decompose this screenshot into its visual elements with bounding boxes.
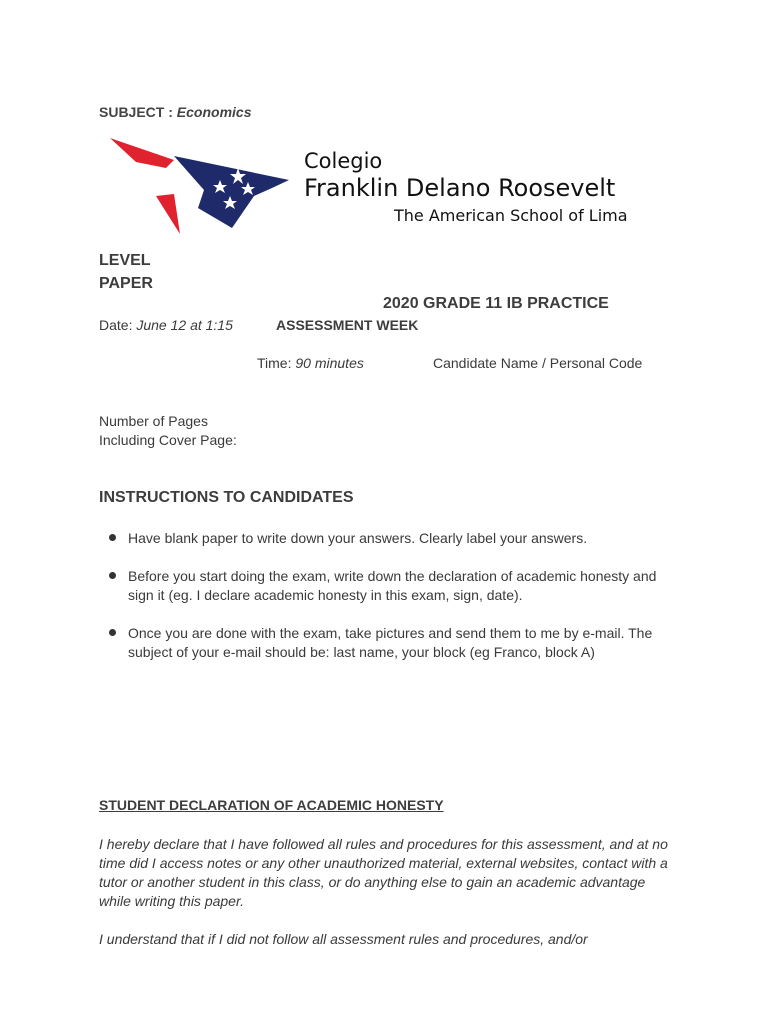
instruction-text: Before you start doing the exam, write down the declaration of academic honesty and sign it (eg. I declare academic honesty in this exam, sign, date).	[128, 568, 657, 603]
page-count-block	[99, 412, 237, 450]
level-label: LEVEL	[99, 252, 151, 269]
logo-line3: The American School of Lima	[394, 206, 628, 225]
declaration-paragraph-2: I understand that if I did not follow all assessment rules and procedures, and/or	[99, 931, 588, 947]
logo-line2: Franklin Delano Roosevelt	[304, 174, 616, 202]
bullet-icon	[109, 572, 116, 579]
bullet-icon	[109, 534, 116, 541]
instructions-heading: INSTRUCTIONS TO CANDIDATES	[99, 489, 354, 506]
bullet-icon	[109, 629, 116, 636]
logo-red-flag-top	[110, 138, 174, 168]
instruction-text: Have blank paper to write down your answers. Clearly label your answers.	[128, 530, 588, 546]
exam-time	[257, 355, 364, 371]
time-label: Time:	[257, 355, 292, 371]
date-value: June 12 at 1:15	[136, 317, 233, 333]
logo-red-flag-bottom	[156, 194, 180, 234]
logo-line1: Colegio	[304, 149, 383, 173]
exam-title: 2020 GRADE 11 IB PRACTICE	[383, 295, 609, 312]
subject-label: SUBJECT :	[99, 104, 173, 120]
paper-label: PAPER	[99, 275, 153, 292]
list-item	[99, 529, 679, 548]
logo-navy-flag	[174, 156, 289, 228]
time-value: 90 minutes	[295, 355, 364, 371]
subject-line	[99, 104, 252, 120]
level-paper-block	[99, 249, 153, 295]
exam-date	[99, 317, 233, 333]
list-item	[99, 567, 679, 605]
exam-subtitle: ASSESSMENT WEEK	[276, 317, 419, 333]
candidate-name-label: Candidate Name / Personal Code	[433, 355, 643, 371]
subject-value: Economics	[176, 104, 252, 120]
declaration-paragraph-1: I hereby declare that I have followed all rules and procedures for this assessment, and at no time did I access notes or any other unauthorized material, external websites, contact with a tutor or another student in this class, or do anything else to gain an academic advantage while writing this paper.	[99, 836, 668, 909]
school-logo	[104, 134, 694, 240]
declaration-heading: STUDENT DECLARATION OF ACADEMIC HONESTY	[99, 797, 444, 813]
date-label: Date:	[99, 317, 133, 333]
instruction-text: Once you are done with the exam, take pictures and send them to me by e-mail. The subject of your e-mail should be: last name, your block (eg Franco, block A)	[128, 625, 653, 660]
instructions-list	[99, 529, 679, 681]
pages-line1: Number of Pages	[99, 413, 208, 429]
pages-line2: Including Cover Page:	[99, 432, 237, 448]
list-item	[99, 624, 679, 662]
